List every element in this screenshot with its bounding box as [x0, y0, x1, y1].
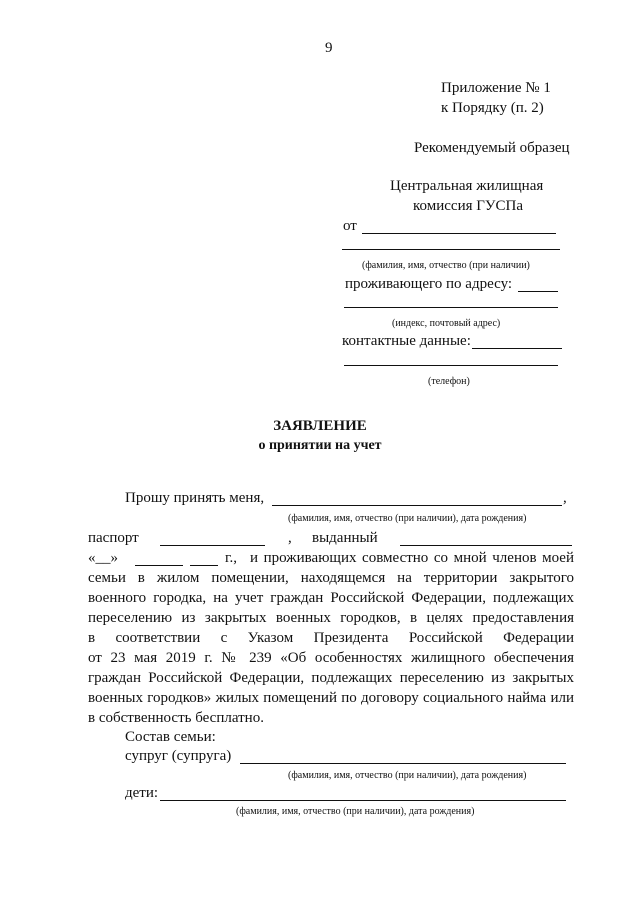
date-month-line[interactable]: [135, 565, 183, 566]
body-line-8: от 23 мая 2019 г. № 239 «Об особенностях жилищного обеспечения: [88, 650, 574, 666]
address-hint: (индекс, почтовый адрес): [392, 318, 501, 329]
address-field-line[interactable]: [518, 291, 558, 292]
issued-label: выданный: [312, 530, 378, 546]
addressee-line-1: Центральная жилищная: [390, 178, 544, 194]
addressee-line-2: комиссия ГУСПа: [413, 198, 524, 214]
passport-comma: ,: [288, 530, 292, 546]
body-line-11: в собственность бесплатно.: [88, 710, 264, 726]
contact-field-line[interactable]: [472, 348, 562, 349]
from-field-line[interactable]: [362, 233, 556, 234]
spouse-hint: (фамилия, имя, отчество (при наличии), дата рождения): [288, 770, 527, 781]
passport-label: паспорт: [88, 530, 139, 546]
from-label: от: [343, 218, 357, 234]
request-field-line[interactable]: [272, 505, 562, 506]
spouse-label: супруг (супруга): [125, 748, 232, 764]
body-line-9: граждан Российской Федерации, подлежащих переселению из закрытых: [88, 670, 574, 686]
family-heading: Состав семьи:: [125, 729, 216, 745]
body-line-6: переселению из закрытых военных городков, в целях предоставления: [88, 610, 574, 626]
from-field-line-2[interactable]: [342, 249, 560, 250]
request-label: Прошу принять меня,: [125, 490, 265, 506]
appendix-number: Приложение № 1: [441, 80, 551, 96]
spouse-field-line[interactable]: [240, 763, 566, 764]
request-comma: ,: [563, 490, 567, 506]
contact-label: контактные данные:: [342, 333, 471, 349]
sample-label: Рекомендуемый образец: [414, 140, 570, 156]
page-number: 9: [325, 40, 333, 56]
phone-hint: (телефон): [428, 376, 470, 387]
body-line-5: военного городка, на учет граждан Российской Федерации, подлежащих: [88, 590, 574, 606]
children-hint: (фамилия, имя, отчество (при наличии), дата рождения): [236, 806, 475, 817]
document-title: ЗАЯВЛЕНИЕ: [273, 418, 367, 434]
children-label: дети:: [125, 785, 159, 801]
passport-field-line[interactable]: [160, 545, 265, 546]
body-line-4: семьи в жилом помещении, находящемся на территории закрытого: [88, 570, 574, 586]
body-line-3: и проживающих совместно со мной членов моей: [250, 550, 574, 566]
contact-field-line-2[interactable]: [344, 365, 558, 366]
date-year-suffix: г.,: [225, 550, 237, 566]
issued-field-line[interactable]: [400, 545, 572, 546]
body-line-10: военных городков» жилых помещений по договору социального найма или: [88, 690, 574, 706]
address-field-line-2[interactable]: [344, 307, 558, 308]
children-field-line[interactable]: [160, 800, 566, 801]
order-reference: к Порядку (п. 2): [441, 100, 544, 116]
body-line-7: в соответствии с Указом Президента Российской Федерации: [88, 630, 574, 646]
date-year-line[interactable]: [190, 565, 218, 566]
request-hint: (фамилия, имя, отчество (при наличии), дата рождения): [288, 513, 527, 524]
fio-hint: (фамилия, имя, отчество (при наличии): [362, 260, 530, 271]
date-open: «__»: [88, 550, 118, 566]
address-label: проживающего по адресу:: [345, 276, 513, 292]
document-subtitle: о принятии на учет: [258, 438, 382, 453]
